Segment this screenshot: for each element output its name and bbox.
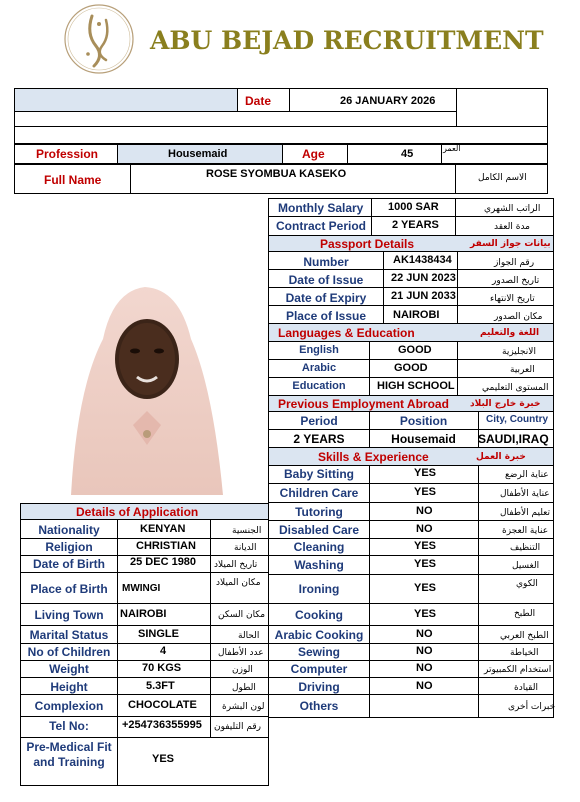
skill-sewing-ar: الخياطة: [510, 648, 539, 658]
skill-children-care-value: YES: [414, 486, 437, 498]
english-ar: الانجليزية: [502, 347, 536, 357]
company-name: ABU BEJAD RECRUITMENT: [150, 26, 544, 55]
nationality-value: KENYAN: [140, 523, 186, 535]
skill-ironing-value: YES: [414, 582, 437, 594]
weight-label: Weight: [49, 662, 89, 676]
passport-title: Passport Details: [320, 237, 415, 251]
religion-ar: الديانة: [234, 543, 257, 553]
skill-arabic-cooking-ar: الطبخ العربي: [500, 631, 549, 641]
passport-issue-ar: تاريخ الصدور: [492, 276, 540, 286]
weight-ar: الوزن: [232, 665, 253, 675]
company-logo: [62, 2, 136, 76]
skill-tutoring-ar: تعليم الأطفال: [500, 508, 551, 518]
english-value: GOOD: [398, 344, 432, 356]
employment-country: SAUDI,IRAQ: [478, 432, 549, 446]
profession-value: Housemaid: [168, 148, 228, 160]
employment-col-period: Period: [300, 414, 338, 428]
arabic-label: Arabic: [301, 362, 337, 374]
tel-label: Tel No:: [49, 719, 89, 733]
passport-number-ar: رقم الجواز: [494, 258, 535, 268]
children-value: 4: [160, 645, 167, 657]
period-label: Contract Period: [276, 219, 367, 233]
passport-place-value: NAIROBI: [393, 309, 440, 321]
age-ar: العمر: [443, 144, 461, 153]
pob-ar: مكان الميلاد: [216, 578, 261, 588]
religion-label: Religion: [45, 540, 93, 554]
complexion-value: CHOCOLATE: [128, 699, 197, 711]
skill-cleaning: Cleaning: [293, 540, 345, 554]
skill-others: Others: [299, 699, 339, 713]
dob-value: 25 DEC 1980: [130, 556, 197, 568]
fullname-ar: الاسم الكامل: [478, 173, 527, 183]
passport-place-ar: مكان الصدور: [494, 312, 543, 322]
skill-computer: Computer: [290, 662, 348, 676]
skill-driving: Driving: [298, 680, 340, 694]
complexion-ar: لون البشرة: [222, 702, 265, 712]
employment-title: Previous Employment Abroad: [278, 397, 449, 411]
skill-driving-value: NO: [416, 680, 433, 692]
profession-label: Profession: [36, 147, 99, 161]
skill-arabic-cooking: Arabic Cooking: [274, 628, 364, 642]
children-ar: عدد الأطفال: [218, 648, 264, 658]
premedical-value: YES: [152, 753, 175, 765]
nationality-ar: الجنسية: [232, 526, 262, 536]
salary-label: Monthly Salary: [278, 201, 364, 215]
education-label: Education: [292, 380, 346, 392]
skills-title-ar: خبرة العمل: [476, 452, 526, 462]
skill-disabled-care: Disabled Care: [278, 523, 360, 537]
children-label: No of Children: [27, 645, 111, 659]
living-town-ar: مكان السكن: [218, 610, 266, 620]
languages-title-ar: اللغة والتعليم: [480, 328, 540, 338]
english-label: English: [299, 344, 339, 356]
nationality-label: Nationality: [38, 523, 100, 537]
living-town-value: NAIROBI: [120, 608, 167, 620]
skill-cooking-value: YES: [414, 608, 437, 620]
passport-number-value: AK1438434: [393, 254, 452, 266]
skill-computer-ar: استخدام الكمبيوتر: [484, 665, 552, 675]
skill-washing-ar: الغسيل: [512, 561, 540, 571]
skill-sewing: Sewing: [297, 645, 340, 659]
skill-washing-value: YES: [414, 558, 437, 570]
period-ar: مدة العقد: [494, 222, 530, 232]
pob-label: Place of Birth: [30, 582, 108, 596]
age-value: 45: [401, 148, 414, 160]
skill-cooking: Cooking: [295, 608, 343, 622]
employment-period: 2 YEARS: [293, 432, 345, 446]
pob-value: MWINGI: [122, 583, 161, 594]
skill-ironing: Ironing: [298, 582, 340, 596]
salary-ar: الراتب الشهري: [484, 204, 541, 214]
skill-baby-sitting-value: YES: [414, 467, 437, 479]
height-ar: الطول: [232, 683, 256, 693]
skill-baby-sitting-ar: عناية الرضع: [505, 470, 549, 480]
tel-ar: رقم التليفون: [214, 722, 261, 732]
employment-position: Housemaid: [391, 432, 456, 446]
employment-col-position: Position: [399, 414, 448, 428]
fullname-value: ROSE SYOMBUA KASEKO: [206, 168, 347, 180]
period-value: 2 YEARS: [392, 219, 439, 231]
skill-children-care-ar: عناية الأطفال: [500, 489, 550, 499]
religion-value: CHRISTIAN: [136, 540, 196, 552]
skill-tutoring: Tutoring: [295, 505, 343, 519]
living-town-label: Living Town: [34, 608, 104, 622]
arabic-value: GOOD: [394, 362, 428, 374]
skill-children-care: Children Care: [279, 486, 359, 500]
passport-issue-label: Date of Issue: [288, 273, 364, 287]
age-label: Age: [302, 147, 325, 161]
employment-title-ar: خبرة خارج البلاد: [470, 399, 541, 409]
skills-title: Skills & Experience: [318, 450, 429, 464]
passport-expiry-ar: تاريخ الانتهاء: [490, 294, 535, 304]
height-value: 5.3FT: [146, 680, 175, 692]
skill-washing: Washing: [294, 558, 344, 572]
skill-baby-sitting: Baby Sitting: [283, 467, 354, 481]
skill-cleaning-value: YES: [414, 540, 437, 552]
date-label: Date: [245, 94, 272, 108]
skill-others-ar: خبرات أخرى: [508, 702, 556, 712]
languages-title: Languages & Education: [278, 326, 415, 340]
education-value: HIGH SCHOOL: [377, 380, 455, 392]
skill-disabled-care-value: NO: [416, 523, 433, 535]
arabic-ar: العربية: [510, 365, 535, 375]
passport-expiry-value: 21 JUN 2033: [391, 290, 456, 302]
education-ar: المستوى التعليمي: [482, 383, 549, 393]
application-title: Details of Application: [76, 505, 199, 519]
fullname-label: Full Name: [44, 173, 102, 187]
height-label: Height: [50, 680, 88, 694]
passport-number-label: Number: [303, 255, 349, 269]
passport-issue-value: 22 JUN 2023: [391, 272, 456, 284]
weight-value: 70 KGS: [142, 662, 182, 674]
skill-driving-ar: القيادة: [514, 683, 538, 693]
skill-cleaning-ar: التنظيف: [510, 543, 541, 553]
candidate-photo: [41, 199, 249, 495]
skill-arabic-cooking-value: NO: [416, 628, 433, 640]
skill-computer-value: NO: [416, 662, 433, 674]
marital-ar: الحالة: [238, 631, 260, 641]
passport-title-ar: بيانات جواز السفر: [470, 239, 551, 249]
skill-ironing-ar: الكوي: [516, 579, 538, 589]
complexion-label: Complexion: [34, 699, 104, 713]
skill-sewing-value: NO: [416, 645, 433, 657]
salary-value: 1000 SAR: [388, 201, 439, 213]
employment-col-country: City, Country: [486, 414, 549, 425]
dob-label: Date of Birth: [33, 557, 105, 571]
marital-label: Marital Status: [29, 628, 109, 642]
skill-tutoring-value: NO: [416, 505, 433, 517]
tel-value: +254736355995: [122, 719, 202, 731]
date-value: 26 JANUARY 2026: [340, 95, 436, 107]
passport-expiry-label: Date of Expiry: [285, 291, 367, 305]
marital-value: SINGLE: [138, 628, 179, 640]
skill-cooking-ar: الطبخ: [514, 609, 536, 619]
passport-place-label: Place of Issue: [285, 309, 367, 323]
skill-disabled-care-ar: عناية العجزة: [502, 526, 549, 536]
premedical-label: Pre-Medical Fit and Training: [26, 740, 112, 769]
dob-ar: تاريخ الميلاد: [214, 560, 258, 570]
